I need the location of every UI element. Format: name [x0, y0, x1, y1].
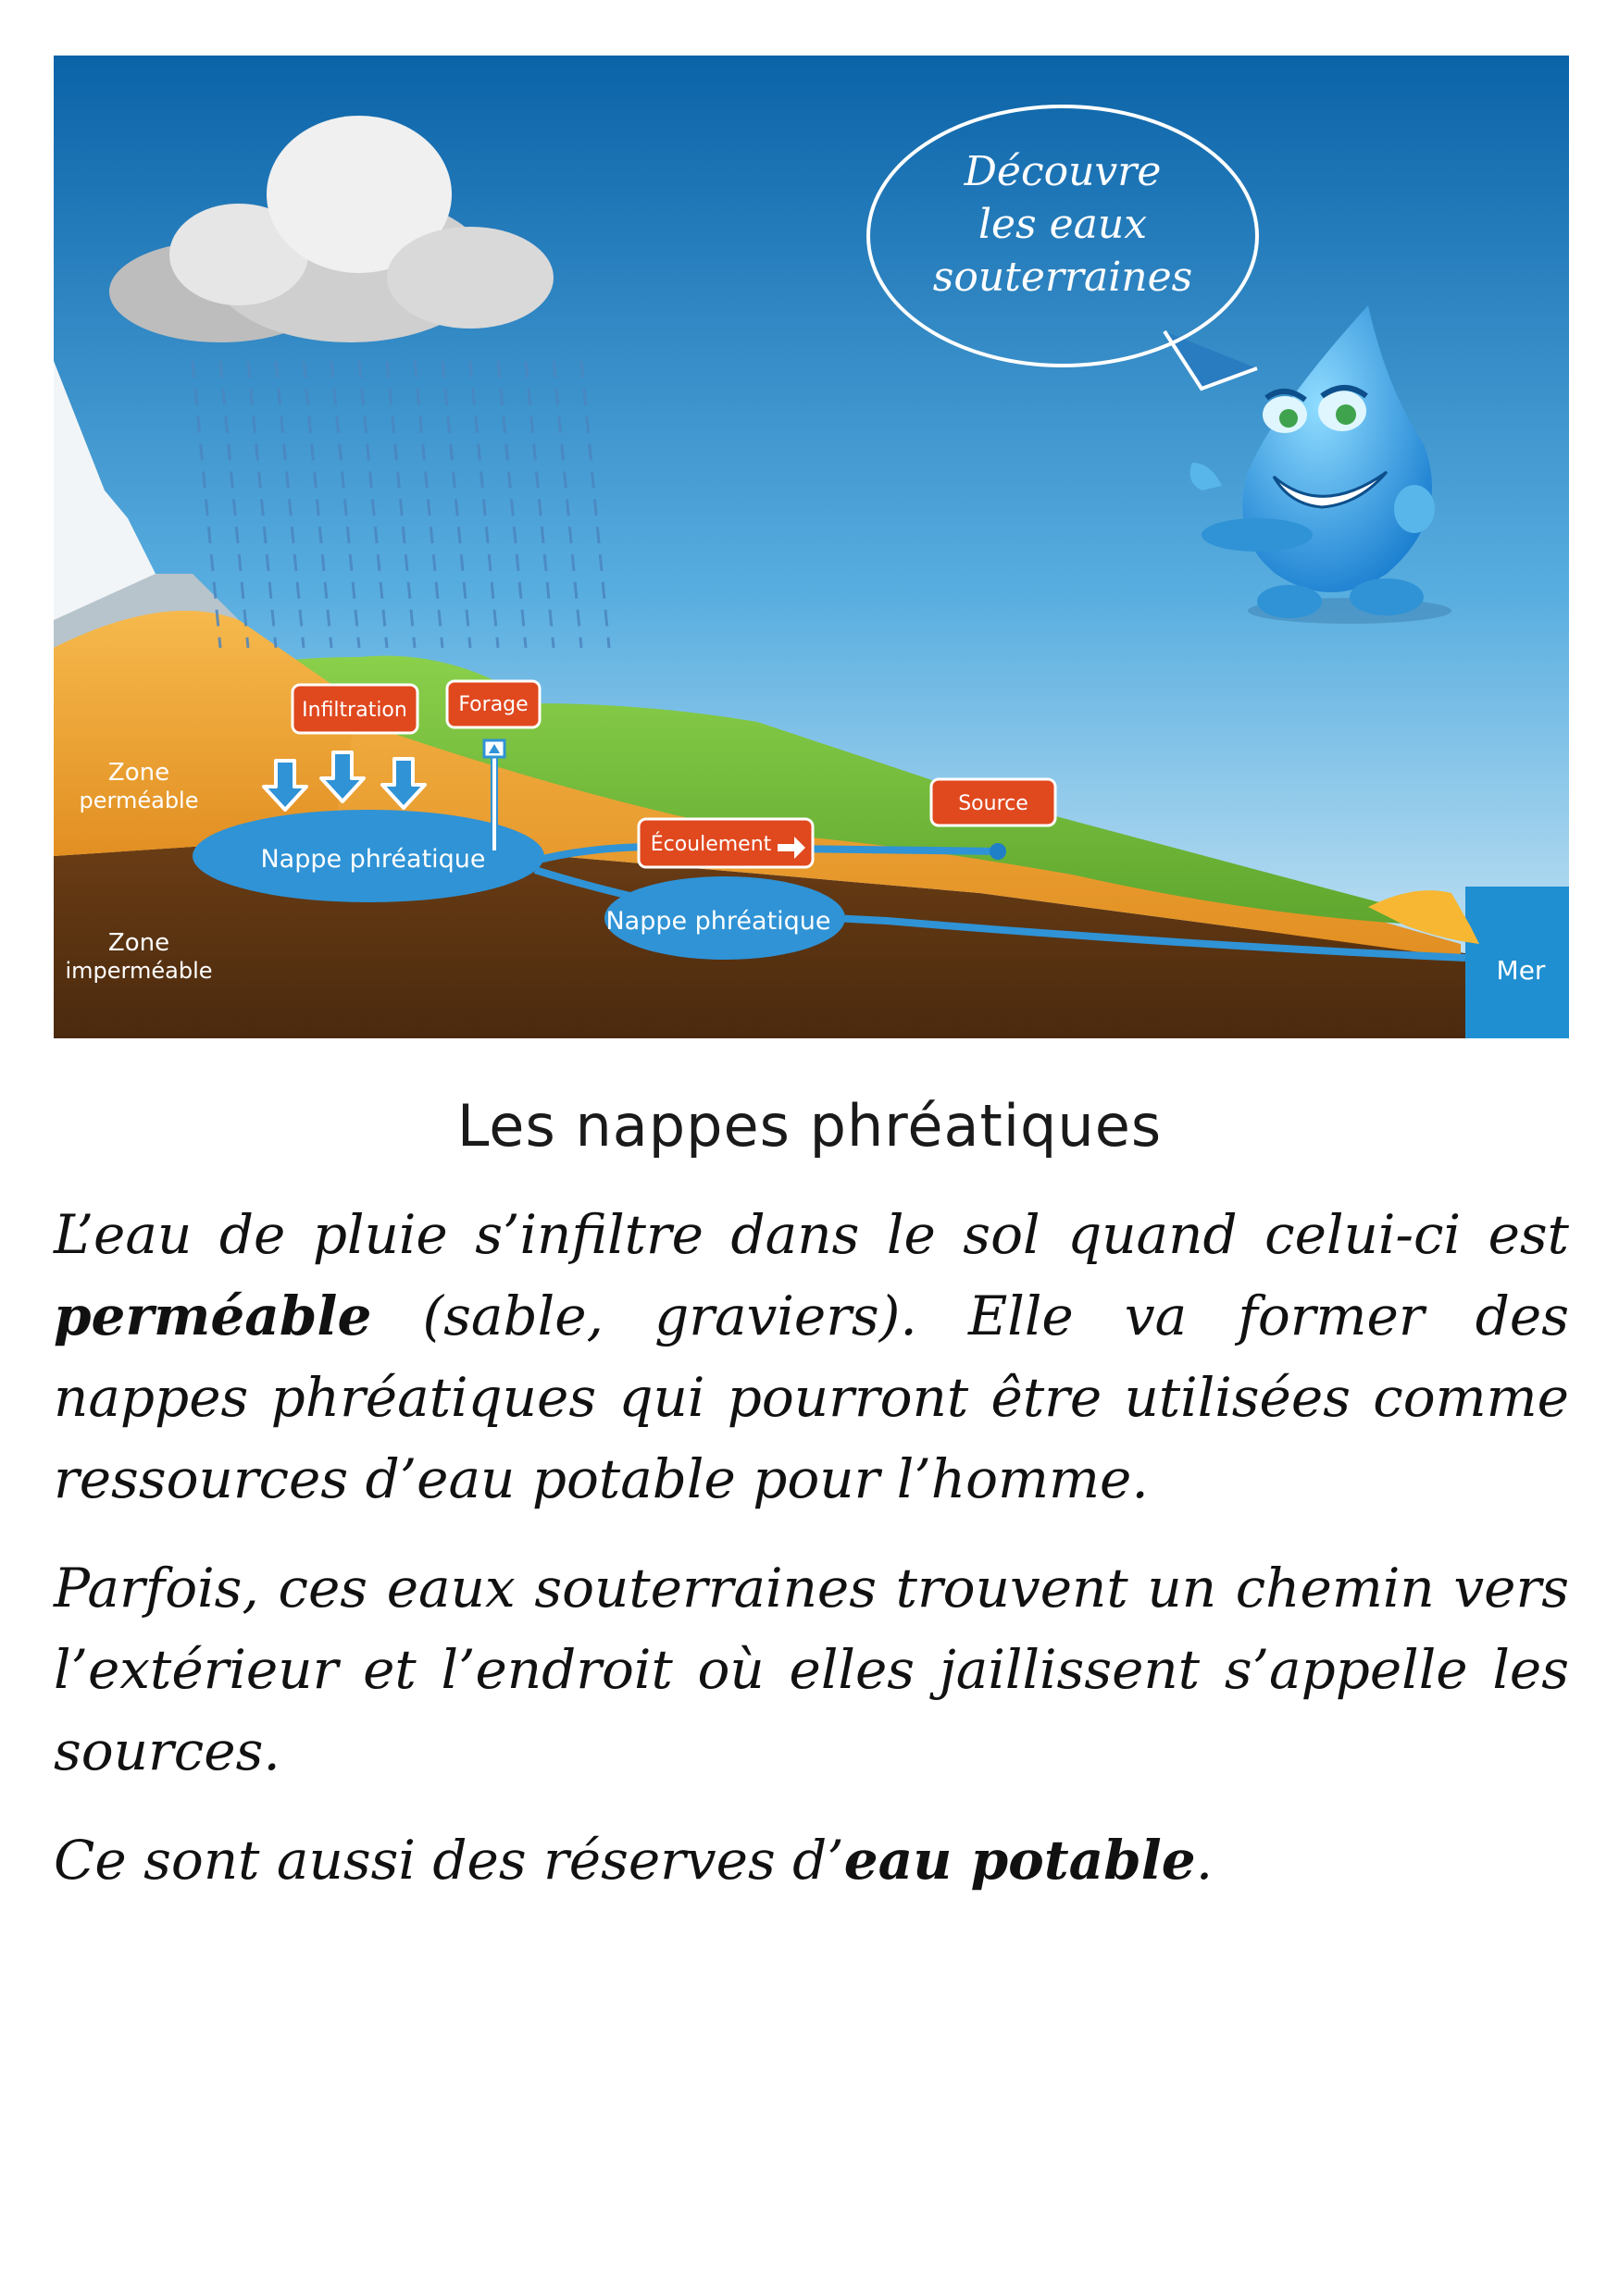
- paragraph-1-part-c: (sable, graviers). Elle va former des nappes phréatiques qui pourront être utilisées comme ressources d’eau potable pour l’homme.: [54, 1285, 1569, 1510]
- speech-line-1: Découvre: [964, 148, 1162, 195]
- keyword-eau-potable: eau potable: [843, 1829, 1196, 1892]
- source-point: [990, 843, 1006, 860]
- aquifer-upper-label: Nappe phréatique: [260, 845, 486, 874]
- speech-line-2: les eaux: [978, 201, 1148, 248]
- groundwater-illustration: [54, 56, 1569, 1038]
- label-ecoulement: [639, 819, 813, 867]
- speech-line-3: souterraines: [932, 254, 1193, 301]
- paragraph-3-part-a: Ce sont aussi des réserves d’: [54, 1829, 844, 1892]
- label-forage: [447, 681, 540, 727]
- label-infiltration-text: Infiltration: [302, 699, 407, 722]
- page-title: Les nappes phréatiques: [456, 1092, 1163, 1160]
- paragraph-1: [54, 1194, 1569, 1520]
- label-source-text: Source: [958, 792, 1028, 815]
- aquifer-lower-label: Nappe phréatique: [605, 907, 831, 936]
- label-source: [931, 779, 1055, 825]
- keyword-permeable: perméable: [54, 1285, 372, 1347]
- zone-impermeable-line1: Zone: [107, 929, 170, 957]
- sea-label: Mer: [1496, 955, 1546, 986]
- zone-permeable-line2: perméable: [79, 788, 199, 813]
- paragraph-3-part-c: .: [1195, 1829, 1214, 1892]
- lesson-text: [54, 1194, 1569, 1929]
- zone-permeable-line1: Zone: [107, 759, 170, 787]
- label-ecoulement-text: Écoulement: [650, 833, 772, 856]
- label-forage-text: Forage: [458, 693, 529, 716]
- paragraph-2: Parfois, ces eaux souterraines trouvent un chemin vers l’extérieur et l’endroit où elles jaillissent s’appelle les sources.: [54, 1557, 1569, 1782]
- paragraph-3: [54, 1819, 1569, 1901]
- label-infiltration: [293, 685, 417, 733]
- zone-impermeable-line2: imperméable: [65, 958, 213, 984]
- paragraph-1-part-a: L’eau de pluie s’infiltre dans le sol quand celui-ci est: [54, 1203, 1569, 1266]
- infiltration-arrows: [264, 752, 425, 810]
